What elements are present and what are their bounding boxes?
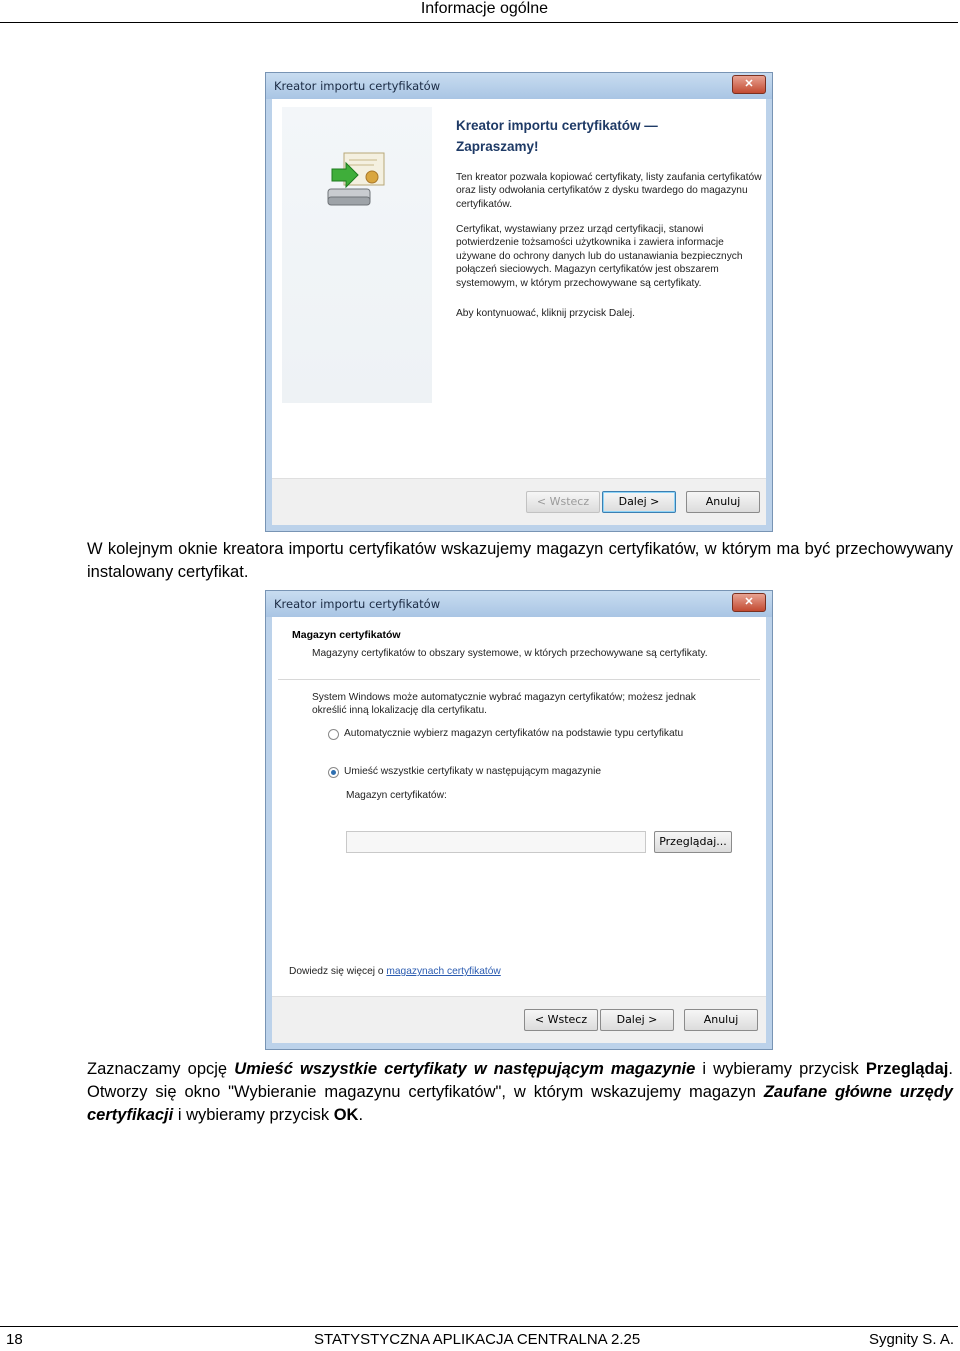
auto-select-info: System Windows może automatycznie wybrać magazyn certyfikatów; możesz jednak określić inną lokalizację dla certyfikatu. (312, 692, 696, 717)
dialog-title: Kreator importu certyfikatów (274, 79, 441, 93)
radio-place-all-label[interactable]: Umieść wszystkie certyfikaty w następującym magazynie (344, 766, 602, 777)
paragraph-instructions (87, 1058, 953, 1127)
learn-more-link[interactable]: magazynach certyfikatów (386, 966, 501, 977)
title-bar (266, 591, 772, 617)
page-number: 18 (6, 1331, 23, 1348)
option-name: Umieść wszystkie certyfikaty w następującym magazynie (234, 1060, 696, 1078)
footer-product: STATYSTYCZNA APLIKACJA CENTRALNA 2.25 (314, 1331, 641, 1348)
back-button[interactable]: < Wstecz (524, 1009, 598, 1031)
radio-auto-label[interactable]: Automatycznie wybierz magazyn certyfikatów na podstawie typu certyfikatu (344, 728, 684, 739)
close-button[interactable]: ✕ (732, 75, 766, 94)
divider (278, 679, 760, 680)
browse-name: Przeglądaj (865, 1060, 949, 1078)
next-button[interactable]: Dalej > (602, 491, 676, 513)
heading-line-1: Kreator importu certyfikatów — (456, 118, 658, 133)
store-label: Magazyn certyfikatów: (346, 790, 447, 801)
text-span: i wybieramy przycisk (695, 1060, 866, 1078)
dialog-body (272, 617, 766, 1043)
import-wizard-welcome-dialog (265, 72, 773, 532)
page-header (0, 0, 958, 23)
button-bar (272, 478, 766, 525)
cancel-button[interactable]: Anuluj (686, 491, 760, 513)
paragraph-store-intro: W kolejnym oknie kreatora importu certyfikatów wskazujemy magazyn certyfikatów, w którym ma być przechowywany instalowany certyfikat. (87, 540, 953, 581)
text-span: Zaznaczamy opcję (87, 1060, 235, 1078)
wizard-side-panel (282, 107, 432, 403)
radio-place-all[interactable] (328, 767, 339, 778)
title-bar (266, 73, 772, 99)
import-wizard-store-dialog (265, 590, 773, 1050)
next-button[interactable]: Dalej > (600, 1009, 674, 1031)
certificate-import-icon (322, 149, 392, 219)
intro-paragraph: Ten kreator pozwala kopiować certyfikaty, listy zaufania certyfikatów oraz listy odwołania certyfikatów z dysku twardego do magazynu certyfikatów. (456, 172, 762, 210)
store-name: Zaufane główne urzędy certyfikacji (87, 1083, 953, 1124)
radio-auto-select[interactable] (328, 729, 339, 740)
text-span: . (358, 1106, 364, 1124)
store-field[interactable] (346, 831, 646, 853)
continue-hint: Aby kontynuować, kliknij przycisk Dalej. (456, 308, 635, 319)
browse-button[interactable]: Przeglądaj... (654, 831, 732, 853)
text-span: i wybieramy przycisk (173, 1106, 334, 1124)
page-footer (0, 1326, 958, 1351)
header-title: Informacje ogólne (420, 0, 548, 17)
back-button[interactable]: < Wstecz (526, 491, 600, 513)
dialog-body (272, 99, 766, 525)
welcome-heading (456, 115, 658, 157)
text-span: . Otworzy się okno "Wybieranie magazynu certyfikatów", w którym wskazujemy magazyn (87, 1060, 953, 1101)
ok-name: OK (333, 1106, 359, 1124)
dialog-title: Kreator importu certyfikatów (274, 597, 441, 611)
cancel-button[interactable]: Anuluj (684, 1009, 758, 1031)
learn-more (289, 965, 501, 978)
section-title: Magazyn certyfikatów (292, 629, 401, 641)
close-button[interactable]: ✕ (732, 593, 766, 612)
heading-line-2: Zapraszamy! (456, 139, 539, 154)
certificate-description: Certyfikat, wystawiany przez urząd certyfikacji, stanowi potwierdzenie tożsamości użytkownika i zawiera informacje używane do ochrony danych lub do ustanawiania bezpiecznych połączeń sieciowych. Magazyn certyfikatów jest obszarem systemowym, w którym przechowywane są certyfikaty. (456, 224, 743, 289)
section-description: Magazyny certyfikatów to obszary systemowe, w których przechowywane są certyfikaty. (312, 648, 708, 659)
footer-company: Sygnity S. A. (868, 1331, 954, 1348)
button-bar (272, 996, 766, 1043)
learn-more-prefix: Dowiedz się więcej o (289, 966, 387, 977)
